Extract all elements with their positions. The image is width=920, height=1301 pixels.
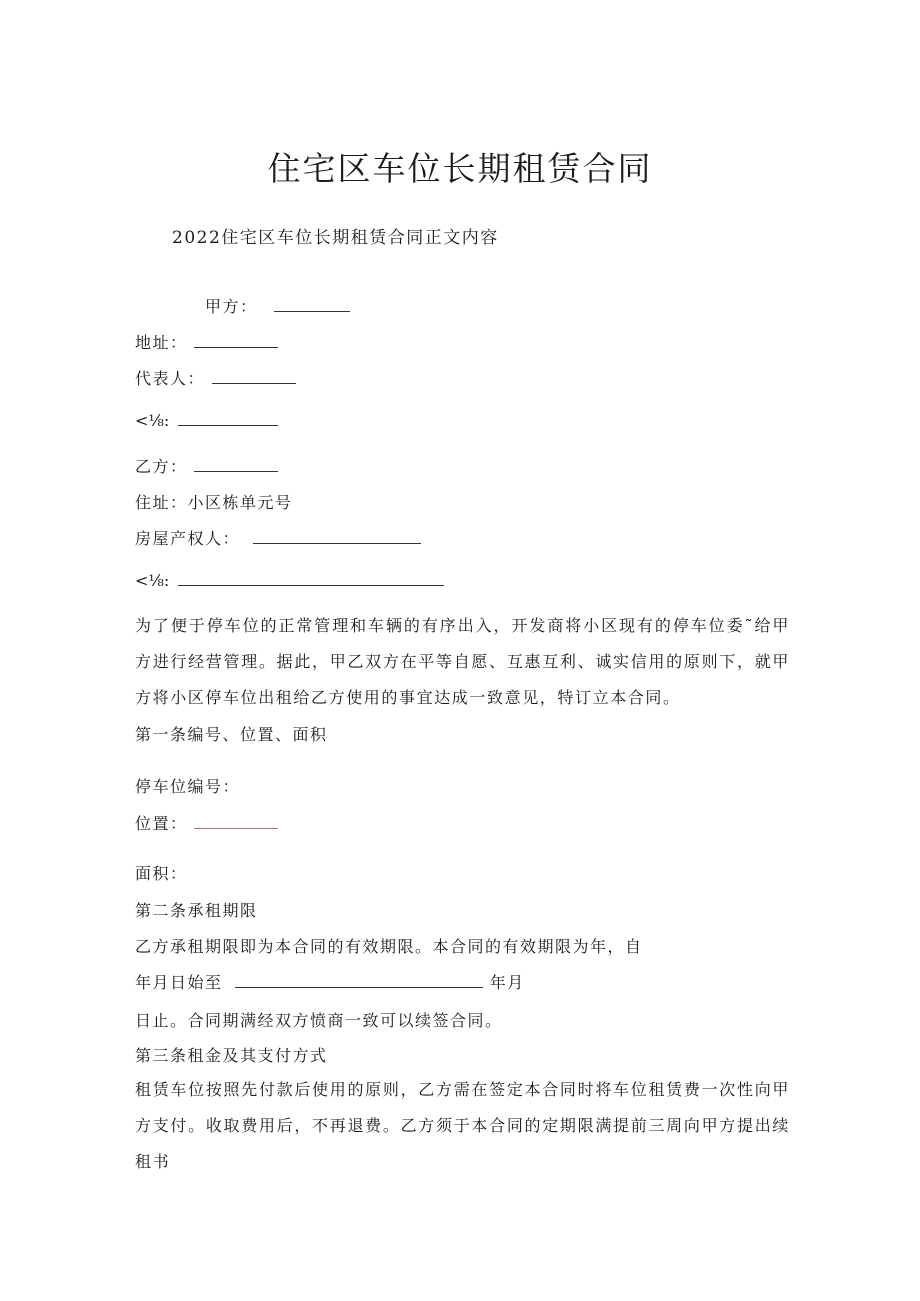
party-a-row [205,297,350,317]
party-b-address: 住址：小区栋单元号 [135,493,293,512]
parking-number-label: 停车位编号： [135,777,241,796]
article3-paragraph: 租赁车位按照先付款后使用的原则，乙方需在签定本合同时将车位租赁费一次性向甲方支付。收取费用后，不再退费。乙方须于本合同的定期限满提前三周向甲方提出续租书 [135,1080,790,1171]
parking-area-row [135,864,188,884]
document-title: 住宅区车位长期租赁合同 [267,149,653,188]
party-a-representative-row [135,369,296,389]
term-start-text: 年月日始至 [135,973,223,992]
parking-area-label: 面积： [135,864,188,883]
term-end-text: 年月 [489,973,525,992]
party-a-address-row [135,333,278,353]
article3-heading: 第三条租金及其支付方式 [135,1046,328,1065]
article2-line1: 乙方承租期限即为本合同的有效期限。本合同的有效期限为年，自 [135,937,643,956]
term-end-blank [235,973,483,988]
party-a-phone-label: <⅛: [135,411,170,430]
party-a-blank [274,297,350,312]
party-a-phone-blank [178,411,278,426]
party-b-blank [194,457,278,472]
article2-line2 [135,973,525,993]
article2-heading: 第二条承租期限 [135,901,258,920]
parking-number-row [135,777,240,797]
party-a-phone-row [135,411,278,431]
party-a-address-blank [194,333,278,348]
preamble-paragraph: 为了便于停车位的正常管理和车辆的有序出入，开发商将小区现有的停车位委˜给甲方进行经营管理。据此，甲乙双方在平等自愿、互惠互利、诚实信用的原则下，就甲方将小区停车位出租给乙方使用的事宜达成一致意见，特订立本合同。 [135,616,790,707]
article2-line3: 日止。合同期满经双方愤商一致可以续签合同。 [135,1011,503,1030]
party-b-phone-label: <⅛: [135,571,170,590]
party-b-owner-label: 房屋产权人： [135,529,241,548]
party-a-representative-blank [212,369,296,384]
party-a-label: 甲方： [205,297,258,316]
party-b-row [135,457,278,477]
party-b-owner-blank [253,529,421,544]
party-b-phone-blank [178,571,444,586]
parking-location-row [135,814,278,834]
party-a-representative-label: 代表人： [135,369,206,388]
article1-heading: 第一条编号、位置、面积 [135,725,328,744]
document-subtitle: 2022住宅区车位长期租赁合同正文内容 [172,228,499,248]
party-b-label: 乙方： [135,457,188,476]
party-b-owner-row [135,529,421,549]
party-a-address-label: 地址： [135,333,188,352]
parking-location-label: 位置： [135,814,188,833]
parking-location-blank [194,814,278,829]
party-b-phone-row [135,571,444,591]
